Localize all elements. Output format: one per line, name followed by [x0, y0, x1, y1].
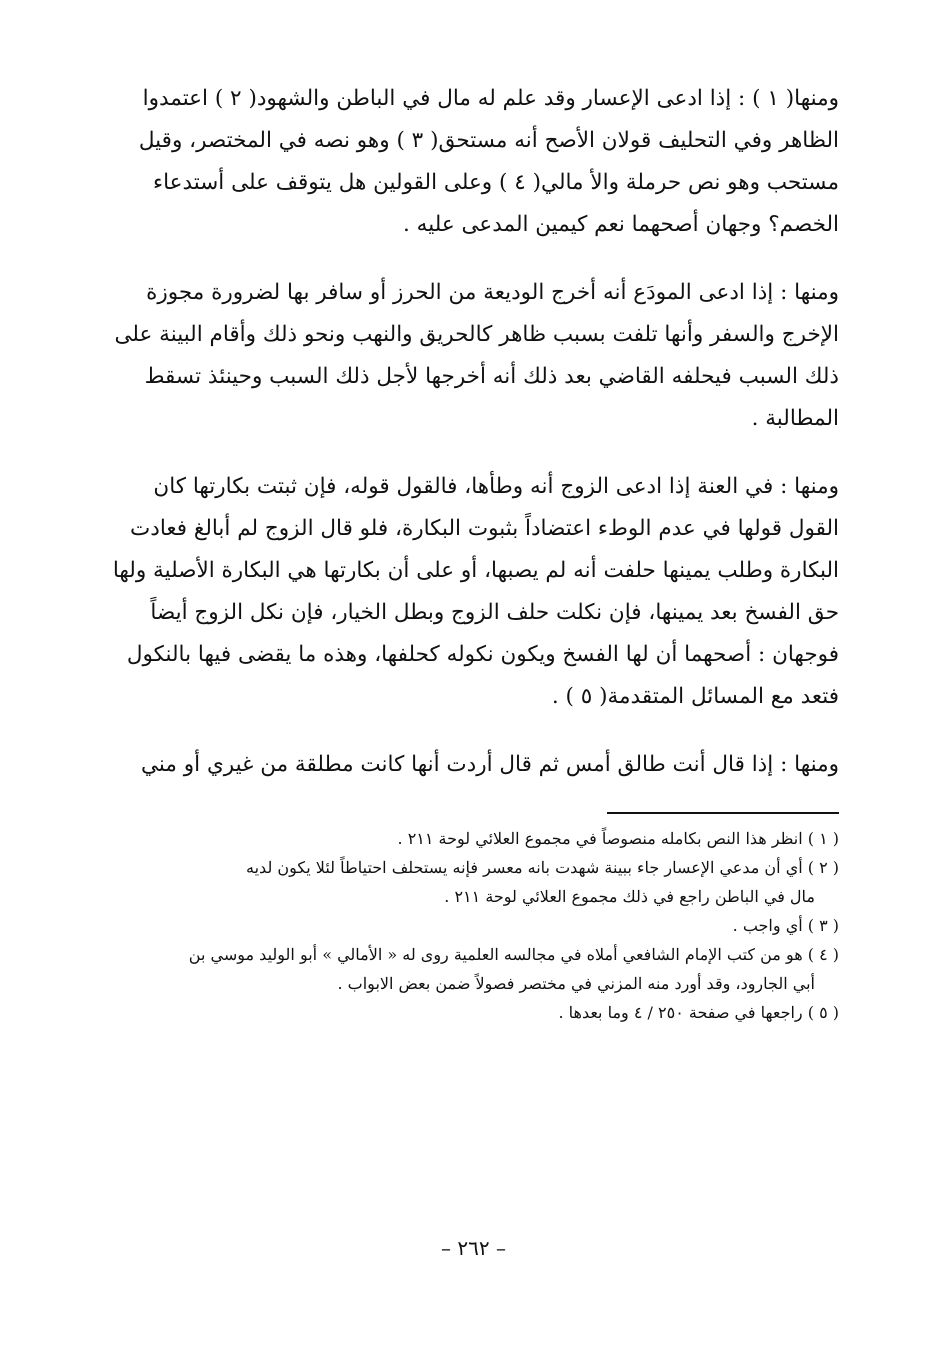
footnote [100, 998, 839, 1027]
footnote [100, 853, 839, 911]
paragraph [100, 466, 839, 718]
paragraph [100, 272, 839, 440]
footnote-line: مال في الباطن راجع في ذلك مجموع العلائي لوحة ٢١١ . [444, 887, 815, 906]
text-line: المطالبة . [751, 406, 839, 431]
footnote-line: ( ٤ ) هو من كتب الإمام الشافعي أملاه في مجالسه العلمية روى له « الأمالي » أبو الوليد موسي بن [188, 945, 839, 964]
paragraph [100, 78, 839, 246]
footnote-line: أبي الجارود، وقد أورد منه المزني في مختصر فصولاً ضمن بعض الابواب . [337, 974, 815, 993]
footnote-line: ( ٣ ) أي واجب . [732, 916, 839, 935]
text-line: ومنها : إذا قال أنت طالق أمس ثم قال أردت أنها كانت مطلقة من غيري أو مني [141, 752, 839, 777]
footnote [100, 911, 839, 940]
text-line: الخصم؟ وجهان أصحهما نعم كيمين المدعى عليه . [403, 212, 839, 237]
text-line: فوجهان : أصحهما أن لها الفسخ ويكون نكوله كحلفها، وهذه ما يقضى فيها بالنكول [126, 642, 839, 667]
text-line: ومنها : في العنة إذا ادعى الزوج أنه وطأها، فالقول قوله، فإن ثبتت بكارتها كان [153, 474, 839, 499]
text-line: فتعد مع المسائل المتقدمة( ٥ ) . [551, 684, 839, 709]
text-line: ومنها : إذا ادعى المودَع أنه أخرج الوديعة من الحرز أو سافر بها لضرورة مجوزة [146, 280, 839, 305]
text-line: مستحب وهو نص حرملة والأ مالي( ٤ ) وعلى القولين هل يتوقف على أستدعاء [152, 170, 839, 195]
text-line: حق الفسخ بعد يمينها، فإن نكلت حلف الزوج وبطل الخيار، فإن نكل الزوج أيضاً [150, 600, 839, 625]
page-number: – ٢٦٢ – [441, 1236, 506, 1260]
text-line: ذلك السبب فيحلفه القاضي بعد ذلك أنه أخرجها لأجل ذلك السبب وحينئذ تسقط [144, 364, 839, 389]
footnote-line: ( ٥ ) راجعها في صفحة ٢٥٠ / ٤ وما بعدها . [558, 1003, 839, 1022]
text-line: البكارة وطلب يمينها حلفت أنه لم يصبها، أو على أن بكارتها هي البكارة الأصلية ولها [112, 558, 839, 583]
footnote-line: ( ١ ) انظر هذا النص بكامله منصوصاً في مجموع العلائي لوحة ٢١١ . [397, 829, 839, 848]
text-line: القول قولها في عدم الوطء اعتضاداً بثبوت البكارة، فلو قال الزوج لم أبالغ فعادت [130, 516, 839, 541]
footnote [100, 940, 839, 998]
body-text [100, 78, 839, 786]
text-line: ومنها( ١ ) : إذا ادعى الإعسار وقد علم له مال في الباطن والشهود( ٢ ) اعتمدوا [142, 86, 839, 111]
footnotes [100, 824, 839, 1027]
paragraph [100, 744, 839, 786]
footnote [100, 824, 839, 853]
footnote-divider [607, 812, 839, 814]
text-line: الظاهر وفي التحليف قولان الأصح أنه مستحق( ٣ ) وهو نصه في المختصر، وقيل [138, 128, 839, 153]
text-line: الإخرج والسفر وأنها تلفت بسبب ظاهر كالحريق والنهب ونحو ذلك وأقام البينة على [114, 322, 839, 347]
footnote-line: ( ٢ ) أي أن مدعي الإعسار جاء ببينة شهدت بانه معسر فإنه يستحلف احتياطاً لئلا يكون لديه [246, 858, 839, 877]
